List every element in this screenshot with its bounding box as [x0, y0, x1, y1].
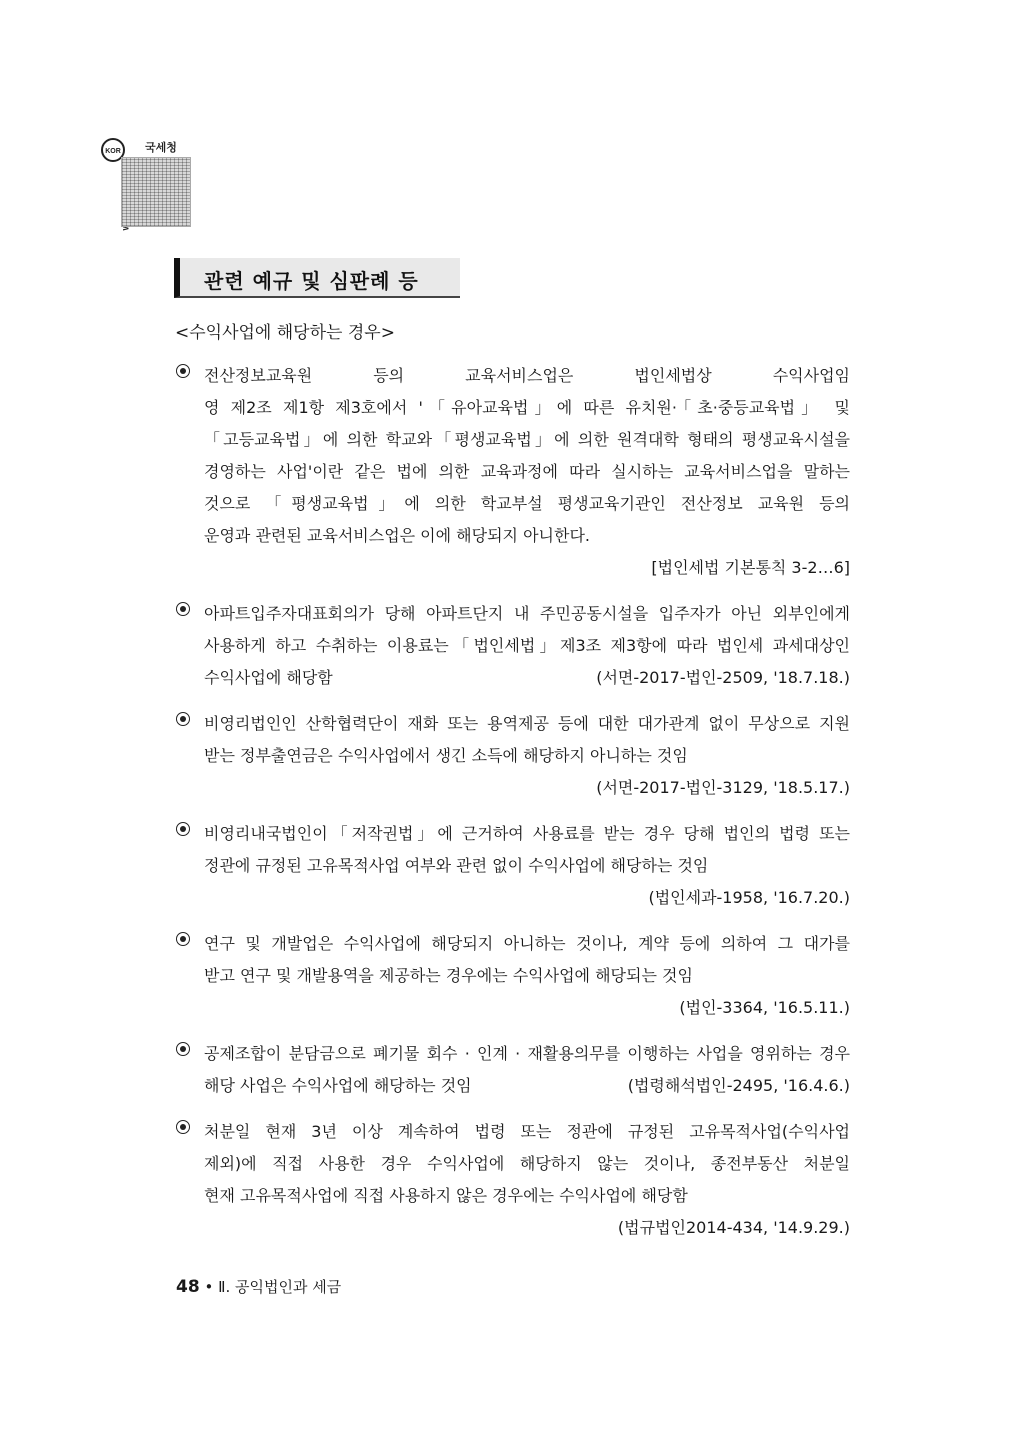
page-footer	[176, 1276, 341, 1297]
ruling-item	[174, 1038, 850, 1102]
ruling-text: 해당 사업은 수익사업에 해당하는 것임	[204, 1076, 472, 1095]
bullet-icon	[176, 602, 190, 616]
ruling-text: 수익사업에 해당함	[204, 668, 333, 687]
ruling-item	[174, 360, 850, 584]
ruling-reference: (법인세과-1958, '16.7.20.)	[648, 888, 850, 907]
ruling-line: 경영하는 사업'이란 같은 법에 의한 교육과정에 따라 실시하는 교육서비스업을 말하는	[204, 462, 850, 481]
footer-separator: •	[204, 1278, 214, 1296]
ruling-line: 것으로 「평생교육법」에 의한 학교부설 평생교육기관인 전산정보 교육원 등의	[204, 494, 850, 513]
ruling-line: 현재 고유목적사업에 직접 사용하지 않은 경우에는 수익사업에 해당함	[204, 1186, 688, 1205]
ruling-reference: (법규법인2014-434, '14.9.29.)	[617, 1218, 850, 1237]
ruling-line	[204, 662, 850, 694]
section-header	[174, 258, 460, 298]
ruling-line: 아파트입주자대표회의가 당해 아파트단지 내 주민공동시설을 입주자가 아닌 외부인에게	[204, 604, 850, 623]
page-number: 48	[176, 1277, 200, 1297]
ruling-item	[174, 928, 850, 1024]
ruling-line: 제외)에 직접 사용한 경우 수익사업에 해당하지 않는 것이나, 종전부동산 처분일	[204, 1154, 850, 1173]
ruling-reference: (법령해석법인-2495, '16.4.6.)	[627, 1076, 850, 1095]
ruling-line: 사용하게 하고 수취하는 이용료는「법인세법」제3조 제3항에 따라 법인세 과세대상인	[204, 636, 850, 655]
chapter-title: Ⅱ. 공익법인과 세금	[218, 1278, 342, 1296]
section-title: 관련 예규 및 심판례 등	[204, 269, 419, 293]
bullet-icon	[176, 1120, 190, 1134]
ruling-reference: (서면-2017-법인-2509, '18.7.18.)	[596, 668, 850, 687]
ruling-reference: (법인-3364, '16.5.11.)	[679, 998, 850, 1017]
ruling-line: 전산정보교육원 등의 교육서비스업은 법인세법상 수익사업임	[204, 366, 850, 385]
bullet-icon	[176, 364, 190, 378]
ruling-item	[174, 708, 850, 804]
ruling-line	[204, 1070, 850, 1102]
qr-code-icon	[121, 157, 191, 227]
ruling-line: 영 제2조 제1항 제3호에서 '「유아교육법」에 따른 유치원·「초·중등교육법」 및	[204, 398, 850, 417]
agency-name: 국세청	[145, 142, 177, 154]
ruling-line: 「고등교육법」에 의한 학교와「평생교육법」에 의한 원격대학 형태의 평생교육시설을	[204, 430, 850, 449]
bullet-icon	[176, 932, 190, 946]
ruling-item	[174, 598, 850, 694]
ruling-line: 비영리법인인 산학협력단이 재화 또는 용역제공 등에 대한 대가관계 없이 무상으로 지원	[204, 714, 850, 733]
ruling-reference: [법인세법 기본통칙 3-2…6]	[651, 558, 850, 577]
ruling-list	[174, 360, 850, 1258]
ruling-line: 처분일 현재 3년 이상 계속하여 법령 또는 정관에 규정된 고유목적사업(수익사업	[204, 1122, 850, 1141]
ruling-line: 공제조합이 분담금으로 폐기물 회수 · 인계 · 재활용의무를 이행하는 사업을 영위하는 경우	[204, 1044, 850, 1063]
ruling-item	[174, 818, 850, 914]
ruling-line: 정관에 규정된 고유목적사업 여부와 관련 없이 수익사업에 해당하는 것임	[204, 856, 709, 875]
ruling-item	[174, 1116, 850, 1244]
ruling-line: 비영리내국법인이「저작권법」에 근거하여 사용료를 받는 경우 당해 법인의 법령 또는	[204, 824, 850, 843]
bullet-icon	[176, 712, 190, 726]
ruling-reference: (서면-2017-법인-3129, '18.5.17.)	[596, 778, 850, 797]
bullet-icon	[176, 1042, 190, 1056]
subtitle: <수익사업에 해당하는 경우>	[175, 323, 395, 343]
ruling-line: 받고 연구 및 개발용역을 제공하는 경우에는 수익사업에 해당되는 것임	[204, 966, 693, 985]
ruling-line: 운영과 관련된 교육서비스업은 이에 해당되지 아니한다.	[204, 526, 591, 545]
svg-text:KOR: KOR	[105, 148, 121, 155]
ruling-line: 받는 정부출연금은 수익사업에서 생긴 소득에 해당하지 아니하는 것임	[204, 746, 688, 765]
ruling-line: 연구 및 개발업은 수익사업에 해당되지 아니하는 것이나, 계약 등에 의하여 그 대가를	[204, 934, 850, 953]
bullet-icon	[176, 822, 190, 836]
